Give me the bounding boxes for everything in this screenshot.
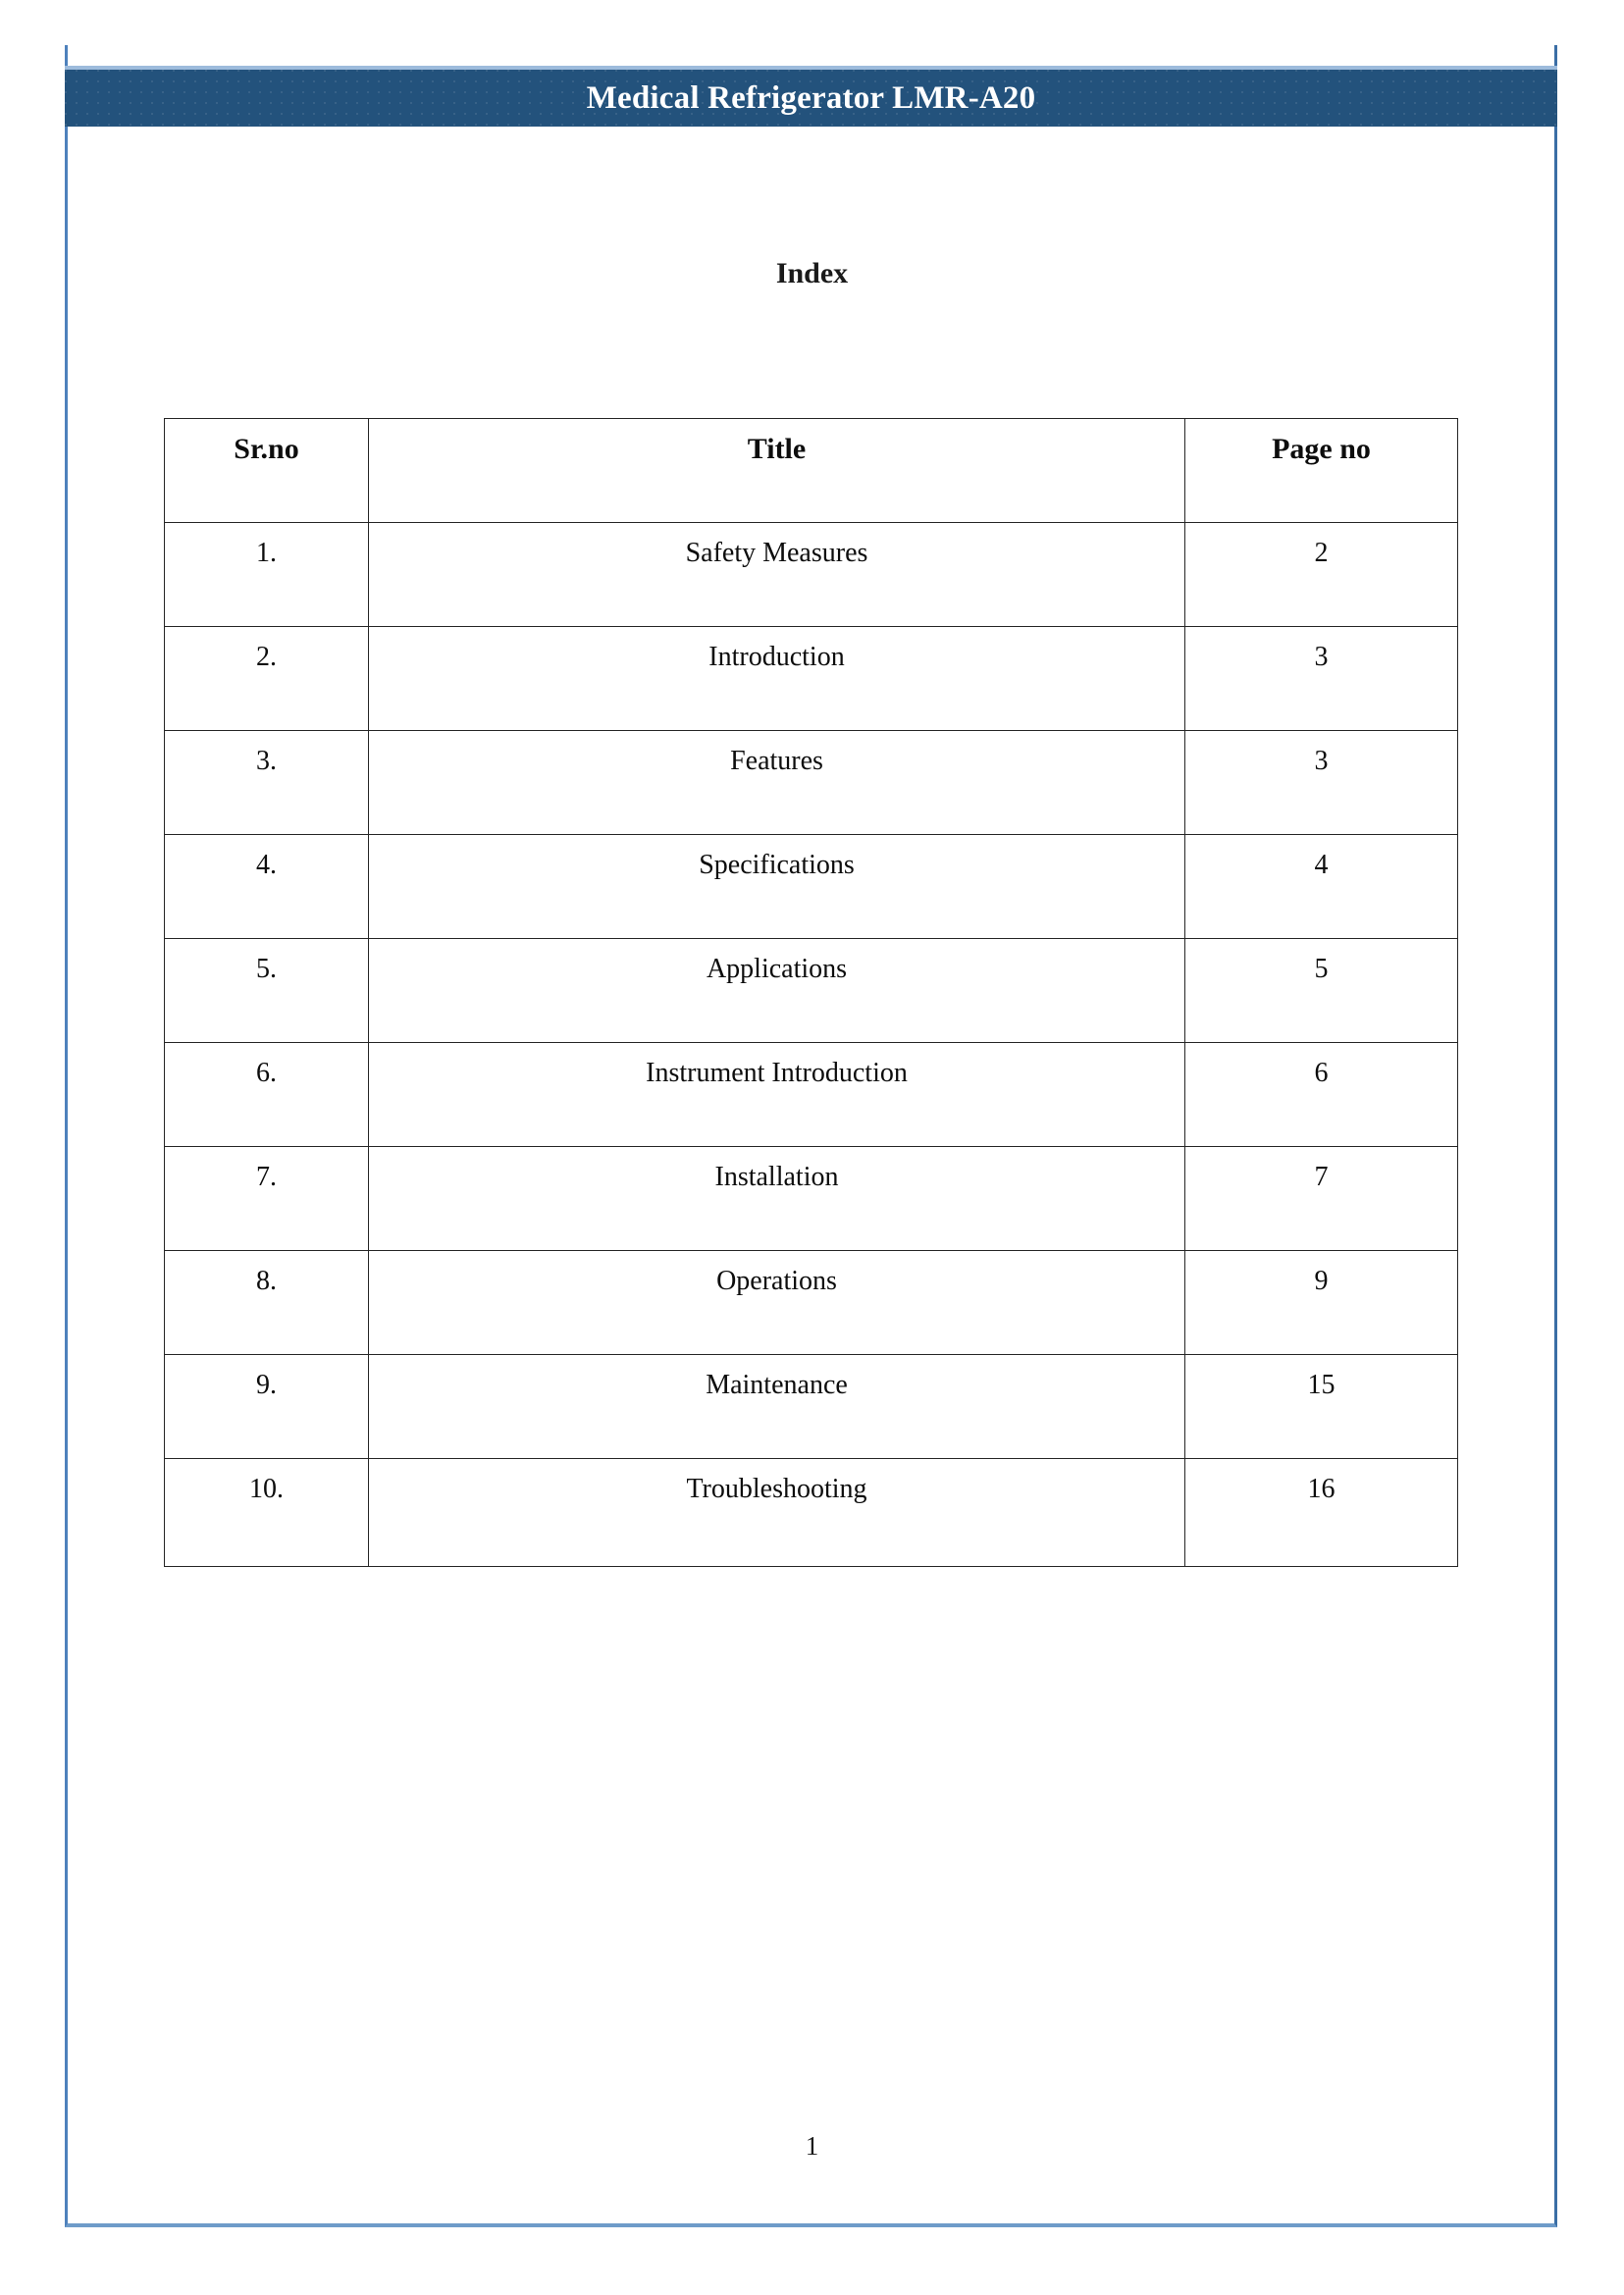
column-header-srno: Sr.no <box>165 419 369 523</box>
cell-srno: 9. <box>165 1355 369 1459</box>
cell-srno: 5. <box>165 939 369 1043</box>
table-row <box>165 1459 1458 1567</box>
table-row <box>165 1147 1458 1251</box>
cell-title: Features <box>369 731 1185 835</box>
cell-pageno: 15 <box>1185 1355 1458 1459</box>
section-heading-index: Index <box>775 257 849 289</box>
cell-pageno: 9 <box>1185 1251 1458 1355</box>
cell-srno: 7. <box>165 1147 369 1251</box>
table-row <box>165 939 1458 1043</box>
cell-pageno: 3 <box>1185 731 1458 835</box>
table-row <box>165 523 1458 627</box>
cell-title: Instrument Introduction <box>369 1043 1185 1147</box>
index-table-head <box>165 419 1458 523</box>
cell-pageno: 16 <box>1185 1459 1458 1567</box>
cell-srno: 4. <box>165 835 369 939</box>
cell-srno: 3. <box>165 731 369 835</box>
cell-pageno: 6 <box>1185 1043 1458 1147</box>
column-header-pageno: Page no <box>1185 419 1458 523</box>
cell-srno: 10. <box>165 1459 369 1567</box>
table-row <box>165 1251 1458 1355</box>
cell-title: Specifications <box>369 835 1185 939</box>
cell-srno: 8. <box>165 1251 369 1355</box>
table-row <box>165 627 1458 731</box>
table-row <box>165 1355 1458 1459</box>
column-header-title: Title <box>369 419 1185 523</box>
cell-title: Troubleshooting <box>369 1459 1185 1567</box>
cell-title: Maintenance <box>369 1355 1185 1459</box>
index-table-body <box>165 523 1458 1567</box>
cell-pageno: 3 <box>1185 627 1458 731</box>
index-table <box>164 418 1458 1567</box>
cell-srno: 6. <box>165 1043 369 1147</box>
cell-srno: 2. <box>165 627 369 731</box>
table-row <box>165 835 1458 939</box>
cell-title: Installation <box>369 1147 1185 1251</box>
document-header-band <box>65 66 1557 127</box>
cell-pageno: 4 <box>1185 835 1458 939</box>
cell-title: Applications <box>369 939 1185 1043</box>
cell-title: Operations <box>369 1251 1185 1355</box>
document-title: Medical Refrigerator LMR-A20 <box>586 79 1036 116</box>
table-row <box>165 731 1458 835</box>
table-header-row <box>165 419 1458 523</box>
cell-srno: 1. <box>165 523 369 627</box>
cell-title: Safety Measures <box>369 523 1185 627</box>
cell-title: Introduction <box>369 627 1185 731</box>
cell-pageno: 7 <box>1185 1147 1458 1251</box>
footer-page-number: 1 <box>805 2131 819 2161</box>
table-row <box>165 1043 1458 1147</box>
cell-pageno: 2 <box>1185 523 1458 627</box>
cell-pageno: 5 <box>1185 939 1458 1043</box>
